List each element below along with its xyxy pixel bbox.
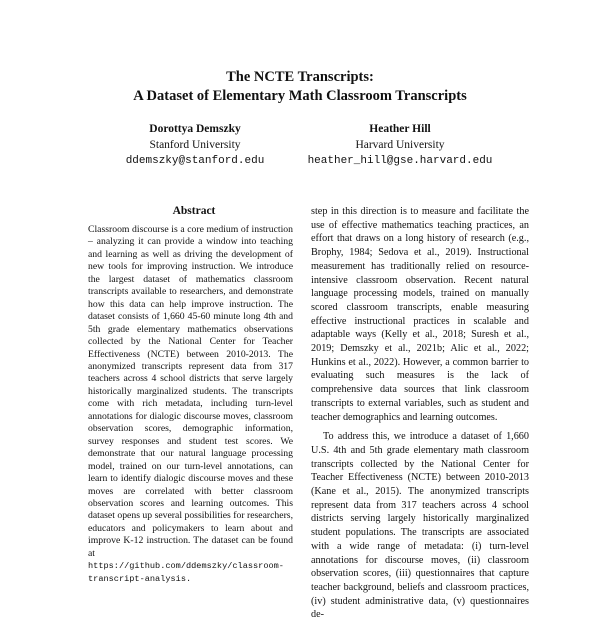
author-name: Heather Hill	[369, 123, 431, 135]
title-line-2: A Dataset of Elementary Math Classroom Transcripts	[133, 88, 467, 104]
author-1	[108, 121, 282, 169]
author-email: heather_hill@gse.harvard.edu	[307, 155, 493, 167]
right-column	[311, 205, 529, 622]
abstract-text	[88, 224, 293, 585]
author-name: Dorottya Demszky	[149, 123, 241, 135]
author-email: ddemszky@stanford.edu	[125, 155, 265, 167]
abstract-body: Classroom discourse is a core medium of instruction – analyzing it can provide a window into teaching and learning as well as driving the development of new tools for improving instruction. We introduce the largest dataset of mathematics classroom transcripts available to researchers, and demonstrate how this data can help improve instruction. The dataset consists of 1,660 45-60 minute long 4th and 5th grade elementary mathematics observations collected by the National Center for Teacher Effectiveness (NCTE) between 2010-2013. The anonymized transcripts represent data from 317 teachers across 4 school districts that serve largely historically marginalized students. The transcripts come with rich metadata, including turn-level annotations for dialogic discourse moves, classroom observation scores, demographic information, survey responses and student test scores. We demonstrate that our natural language processing model, trained on our turn-level annotations, can learn to identify dialogic discourse moves and these moves are correlated with better classroom observation scores and learning outcomes. This dataset opens up several possibilities for researchers, educators and policymakers to learn about and improve K-12 instruction. The dataset can be found at	[88, 224, 293, 559]
author-affiliation: Stanford University	[149, 139, 241, 151]
title-line-1: The NCTE Transcripts:	[226, 69, 374, 85]
body-paragraph-1: step in this direction is to measure and facilitate the use of effective mathematics teaching practices, an effort that draws on a long history of research (e.g., Brophy, 1984; Sedova et al., 2019). Instructional measurement has traditionally relied on resource-intensive classroom observation. Recent natural language processing models, trained on manually scored classroom transcripts, enable measuring effective instructional practices in scalable and adaptable ways (Kelly et al., 2018; Suresh et al., 2019; Demszky et al., 2021b; Alic et al., 2022; Hunkins et al., 2022). However, a common barrier to evaluating such measures is the lack of comprehensive data sources that link classroom transcripts to external variables, such as student and teacher demographics and learning outcomes.	[311, 206, 529, 423]
paper-title	[0, 68, 600, 106]
author-2	[300, 121, 500, 169]
dataset-url-link[interactable]: https://github.com/ddemszky/classroom-transcript-analysis.	[88, 561, 284, 584]
body-paragraph-2: To address this, we introduce a dataset of 1,660 U.S. 4th and 5th grade elementary math classroom transcripts collected by the National Center for Teacher Effectiveness (NCTE) between 2010-2013 (Kane et al., 2015). The anonymized transcripts represent data from 317 teachers across 4 school districts serving largely historically marginalized student populations. The transcripts are associated with a wide range of metadata: (i) turn-level annotations for discourse moves, (ii) classroom observation scores, (iii) questionnaires that capture teacher background, beliefs and classroom practices, (iv) student administrative data, (v) questionnaires de-	[311, 431, 529, 621]
abstract-heading: Abstract	[172, 205, 216, 217]
author-affiliation: Harvard University	[355, 139, 445, 151]
